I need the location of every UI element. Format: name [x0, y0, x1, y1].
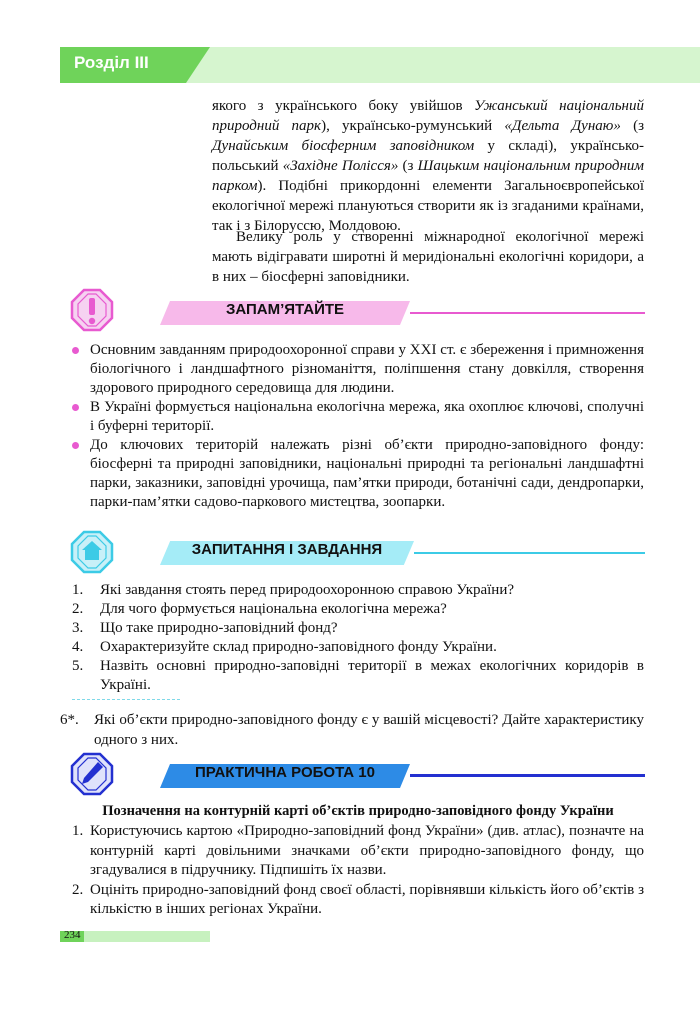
divider — [72, 699, 180, 700]
list-item: 2. Для чого формується національна екологічна мережа? — [72, 601, 447, 617]
questions-list — [72, 581, 644, 695]
bullet-icon — [72, 404, 79, 411]
remember-list — [72, 341, 644, 512]
list-item: 1. Які завдання стоять перед природоохоронною справою України? — [72, 582, 515, 598]
practical-list — [72, 822, 644, 920]
pencil-icon — [66, 752, 118, 798]
practical-banner — [160, 764, 645, 788]
practical-title: ПРАКТИЧНА РОБОТА 10 — [195, 764, 375, 781]
bullet-icon — [72, 442, 79, 449]
list-item: 1. Користуючись картою «Природно-заповідний фонд України» (див. атлас), позначте на контурній карті довільними значками об’єкти природно-заповідного фонду, що згадувалися в підручнику. Підпишіть їх назви. — [72, 823, 644, 878]
page-number: 234 — [64, 929, 81, 941]
list-item: 6*. Які об’єкти природно-заповідного фонду є у вашій місцевості? Дайте характеристику одного з них. — [60, 712, 644, 748]
remember-title: ЗАПАМ’ЯТАЙТЕ — [225, 301, 345, 318]
practical-subtitle: Позначення на контурній карті об’єктів природно-заповідного фонду України — [102, 803, 614, 819]
house-icon — [66, 530, 118, 576]
list-item: В Україні формується національна екологічна мережа, яка охоплює ключові, сполучні і буферні території. — [72, 398, 644, 436]
exclamation-icon — [66, 288, 118, 334]
bullet-icon — [72, 347, 79, 354]
section-title: Розділ ІІІ — [74, 53, 149, 72]
list-item: 5. Назвіть основні природно-заповідні території в межах екологічних коридорів в Україні. — [72, 658, 644, 693]
intro-paragraph-2: Велику роль у створенні міжнародної екологічної мережі мають відігравати широтні й меридіональні екологічні коридори, а в них – біосферні заповідники. — [212, 229, 644, 285]
list-item: Основним завданням природоохоронної справи у ХХІ ст. є збереження і примноження біологічного і ландшафтного різноманіття, поліпшення стану довкілля, створення здорового природного середовища для людини. — [72, 341, 644, 398]
questions-title: ЗАПИТАННЯ І ЗАВДАННЯ — [191, 541, 383, 558]
list-item: 3. Що таке природно-заповідний фонд? — [72, 620, 338, 636]
list-item: 4. Охарактеризуйте склад природно-заповідного фонду України. — [72, 639, 497, 655]
footer-band — [84, 931, 210, 942]
remember-banner — [160, 301, 645, 325]
list-item: До ключових територій належать різні об’єкти природно-заповідного фонду: біосферні та природні заповідники, національні природні та регіональні ландшафтні парки, заказники, заповідні урочища, пам’ятки природи, ботанічні сади, дендропарки, парки-пам’ятки садово-паркового мистецтва, зоопарки. — [72, 436, 644, 512]
list-item: 2. Оцініть природно-заповідний фонд своєї області, порівнявши кількість його об’єктів з кількістю в інших регіонах України. — [72, 881, 644, 917]
extra-question — [60, 710, 644, 750]
questions-banner — [160, 541, 645, 565]
intro-paragraph-1: якого з українського боку увійшов Ужанський національний природний парк), українсько-румунський «Дельта Дунаю» (з Дунайським біосферним заповідником у складі), українсько-польський «Західне Полісся» (з Шацьким національним природним парком). Подібні прикордонні елементи Загальноєвропейської екологічної мережі плануються створити як із згаданими країнами, так і з Білоруссю, Молдовою. — [212, 98, 645, 234]
